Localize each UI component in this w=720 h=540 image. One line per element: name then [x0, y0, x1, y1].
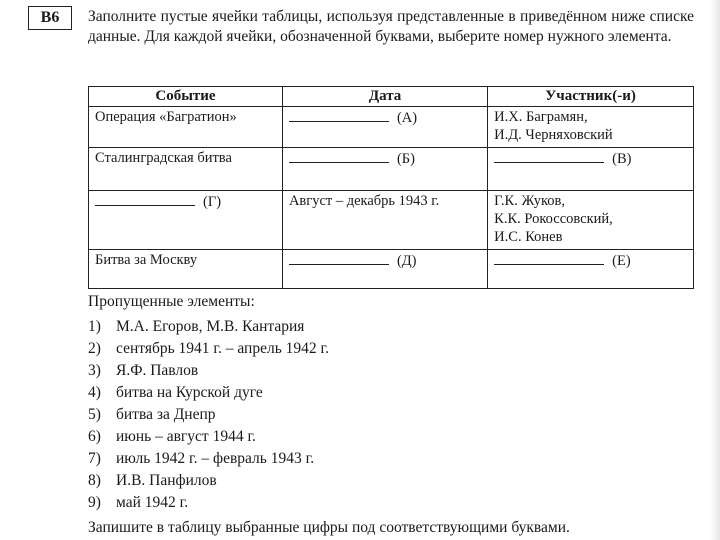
answer-blank[interactable]	[289, 251, 389, 265]
list-item	[88, 338, 329, 360]
answer-blank[interactable]	[95, 192, 195, 206]
options-list	[88, 316, 329, 514]
option-text: битва за Днепр	[116, 406, 216, 423]
header-participants: Участник(-и)	[488, 87, 694, 107]
option-text: сентябрь 1941 г. – апрель 1942 г.	[116, 340, 330, 357]
list-item	[88, 448, 329, 470]
blank-letter: (В)	[612, 151, 632, 167]
option-number: 5)	[88, 406, 101, 423]
option-number: 1)	[88, 318, 101, 335]
cell-participants	[488, 107, 694, 148]
footer-instruction: Запишите в таблицу выбранные цифры под соответствующими буквами.	[88, 519, 570, 536]
participant-line: К.К. Рокоссовский,	[494, 211, 613, 227]
cell-event: Сталинградская битва	[89, 148, 283, 191]
list-item	[88, 426, 329, 448]
option-text: М.А. Егоров, М.В. Кантария	[116, 318, 305, 335]
table-row	[89, 250, 694, 289]
cell-participants-blank[interactable]	[488, 148, 694, 191]
answer-blank[interactable]	[289, 108, 389, 122]
cell-event: Битва за Москву	[89, 250, 283, 289]
cell-date-blank[interactable]	[282, 148, 487, 191]
cell-participants	[488, 191, 694, 250]
task-instruction: Заполните пустые ячейки таблицы, используя представленные в приведённом ниже списке данные. Для каждой ячейки, обозначенной буквами, выберите номер нужного элемента.	[88, 8, 694, 45]
list-item	[88, 360, 329, 382]
page-edge-shadow	[710, 0, 720, 540]
answer-blank[interactable]	[494, 149, 604, 163]
table-header-row	[89, 87, 694, 107]
cell-date: Август – декабрь 1943 г.	[282, 191, 487, 250]
table-row	[89, 148, 694, 191]
blank-letter: (Е)	[612, 253, 631, 269]
table-row	[89, 191, 694, 250]
list-item	[88, 316, 329, 338]
option-text: июль 1942 г. – февраль 1943 г.	[116, 450, 315, 467]
events-table	[88, 86, 694, 289]
cell-date-blank[interactable]	[282, 250, 487, 289]
option-number: 3)	[88, 362, 101, 379]
header-event: Событие	[89, 87, 283, 107]
table-row	[89, 107, 694, 148]
cell-participants-blank[interactable]	[488, 250, 694, 289]
list-item	[88, 470, 329, 492]
participant-line: Г.К. Жуков,	[494, 193, 566, 209]
answer-blank[interactable]	[494, 251, 604, 265]
participant-line: И.Д. Черняховский	[494, 127, 613, 143]
option-number: 7)	[88, 450, 101, 467]
option-number: 8)	[88, 472, 101, 489]
answer-blank[interactable]	[289, 149, 389, 163]
option-number: 4)	[88, 384, 101, 401]
option-text: И.В. Панфилов	[116, 472, 217, 489]
participant-line: И.Х. Баграмян,	[494, 109, 588, 125]
options-title: Пропущенные элементы:	[88, 293, 255, 310]
participant-line: И.С. Конев	[494, 229, 563, 245]
option-number: 6)	[88, 428, 101, 445]
blank-letter: (А)	[396, 110, 418, 126]
blank-letter: (Г)	[203, 194, 222, 210]
option-number: 2)	[88, 340, 101, 357]
list-item	[88, 492, 329, 514]
cell-event: Операция «Багратион»	[89, 107, 283, 148]
option-text: июнь – август 1944 г.	[116, 428, 256, 445]
cell-date-blank[interactable]	[282, 107, 487, 148]
option-text: битва на Курской дуге	[116, 384, 263, 401]
cell-event-blank[interactable]	[89, 191, 283, 250]
option-text: Я.Ф. Павлов	[116, 362, 199, 379]
option-text: май 1942 г.	[116, 494, 189, 511]
list-item	[88, 382, 329, 404]
option-number: 9)	[88, 494, 101, 511]
task-number-badge: В6	[28, 6, 72, 30]
list-item	[88, 404, 329, 426]
header-date: Дата	[282, 87, 487, 107]
blank-letter: (Д)	[396, 253, 417, 269]
blank-letter: (Б)	[396, 151, 415, 167]
